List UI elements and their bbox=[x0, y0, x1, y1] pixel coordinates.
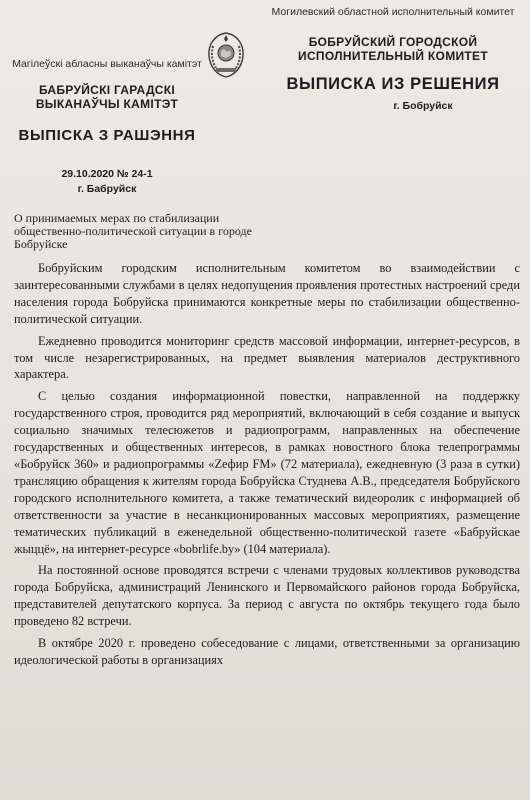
date-number: 29.10.2020 № 24-1 bbox=[61, 168, 153, 180]
body-paragraph: Бобруйским городским исполнительным комитетом во взаимодействии с заинтересованными службами в целях недопущения проявления протестных настроений среди населения города Бобруйска принимаются конкретные меры по стабилизации общественно-политической ситуации. bbox=[14, 261, 520, 326]
body-paragraph: На постоянной основе проводятся встречи с членами трудовых коллективов руководства города Бобруйска, администраций Ленинского и Первомайского районов города Бобруйска, представителей депутатского корпуса. За период с августа по октябрь текущего года было проведено 82 встречи. bbox=[14, 563, 520, 629]
region-name-be: Магілеўскі абласны выканаўчы камітэт bbox=[12, 58, 202, 70]
header-russian bbox=[262, 6, 524, 112]
region-name-ru: Могилевский областной исполнительный комитет bbox=[271, 6, 515, 18]
doc-type-be: ВЫПІСКА З РАШЭННЯ bbox=[18, 127, 196, 144]
body-paragraph: С целью создания информационной повестки, направленной на поддержку государственного строя, проводится ряд мероприятий, включающий в себя создание и выпуск социально значимых телесюжетов и радиопрограмм, направленных на обеспечение государственных и общественных интересов, в рамках новостного блока телепрограммы «Бобруйск 360» и радиопрограммы «Zефир FM» (72 материала), ежедневную (3 раза в сутки) трансляцию обращения к жителям города Бобруйска Студнева А.В., председателя Бобруйского городского исполнительного комитета, а также тематический видеоролик с информацией об ответственности за участие в несанкционированных массовых мероприятиях, размещение тематических публикаций в еженедельной общественно-политической газете «Бабруйскае жыццё», на интернет-ресурсе «bobrlife.by» (104 материала). bbox=[14, 389, 520, 556]
body-paragraph: В октябре 2020 г. проведено собеседование с лицами, ответственными за организацию идеологической работы в организациях bbox=[14, 636, 520, 667]
doc-type-ru: ВЫПИСКА ИЗ РЕШЕНИЯ bbox=[286, 75, 500, 93]
header-belarusian bbox=[12, 58, 202, 195]
document-body bbox=[14, 260, 520, 669]
body-paragraph: Ежедневно проводится мониторинг средств массовой информации, интернет-ресурсов, в том числе незарегистрированных, на предмет выявления материалов деструктивного характера. bbox=[14, 333, 520, 382]
state-emblem-icon bbox=[204, 30, 248, 80]
org-name-be: БАБРУЙСКІ ГАРАДСКІ ВЫКАНАЎЧЫ КАМІТЭТ bbox=[35, 83, 179, 111]
city-ru: г. Бобруйск bbox=[393, 100, 453, 112]
document-subject: О принимаемых мерах по стабилизации общественно-политической ситуации в городе Бобруйске bbox=[14, 211, 252, 251]
org-name-ru: БОБРУЙСКИЙ ГОРОДСКОЙ ИСПОЛНИТЕЛЬНЫЙ КОМИТЕТ bbox=[298, 35, 488, 63]
city-be: г. Бабруйск bbox=[77, 183, 137, 195]
